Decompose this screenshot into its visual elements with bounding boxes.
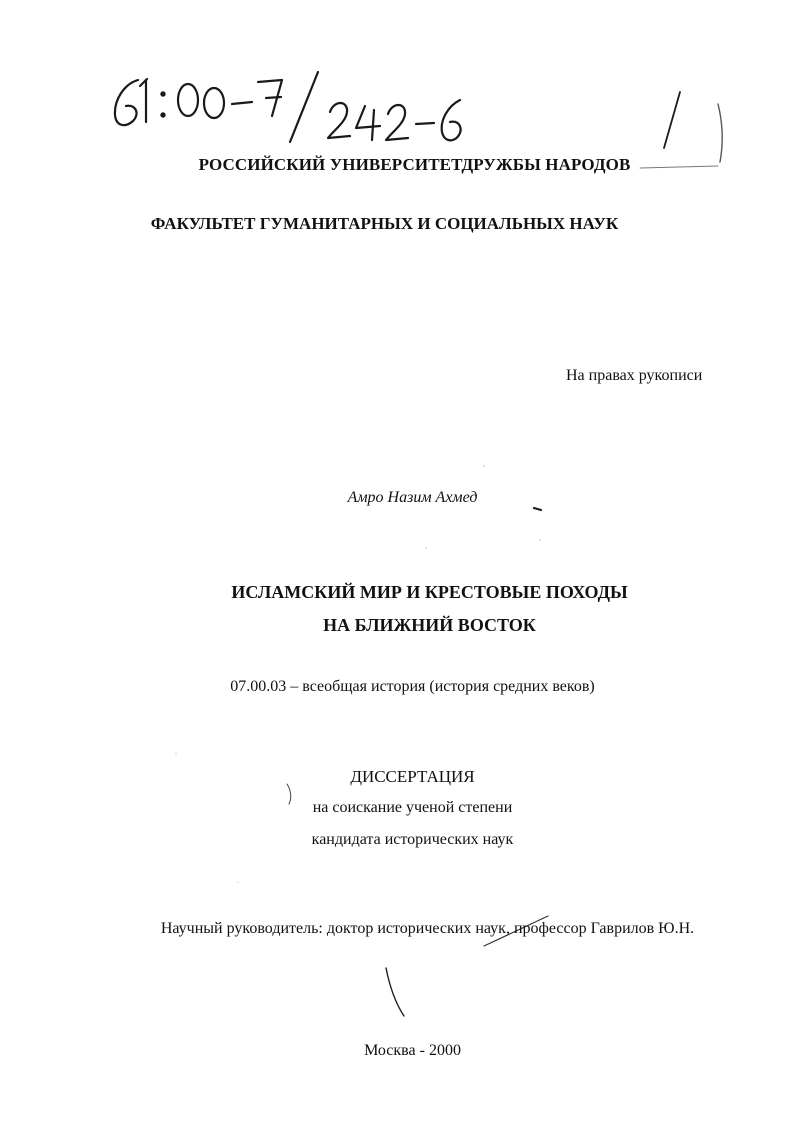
- degree-line-1: на соискание ученой степени: [312, 799, 513, 816]
- dissertation-title-line-2: НА БЛИЖНИЙ ВОСТОК: [323, 615, 536, 635]
- manuscript-rights-note: На правах рукописи: [566, 367, 703, 384]
- specialty-code: 07.00.03 – всеобщая история (история средних веков): [230, 678, 595, 695]
- university-name: РОССИЙСКИЙ УНИВЕРСИТЕТДРУЖБЫ НАРОДОВ: [198, 155, 631, 174]
- document-type: ДИССЕРТАЦИЯ: [350, 767, 475, 786]
- scientific-supervisor: Научный руководитель: доктор исторических наук, профессор Гаврилов Ю.Н.: [160, 920, 695, 937]
- degree-line-2: кандидата исторических наук: [311, 831, 514, 848]
- faculty-name: ФАКУЛЬТЕТ ГУМАНИТАРНЫХ И СОЦИАЛЬНЫХ НАУК: [150, 214, 619, 233]
- dissertation-title-line-1: ИСЛАМСКИЙ МИР И КРЕСТОВЫЕ ПОХОДЫ: [231, 582, 628, 602]
- city-and-year: Москва - 2000: [364, 1042, 461, 1059]
- author-name: Амро Назим Ахмед: [347, 489, 478, 506]
